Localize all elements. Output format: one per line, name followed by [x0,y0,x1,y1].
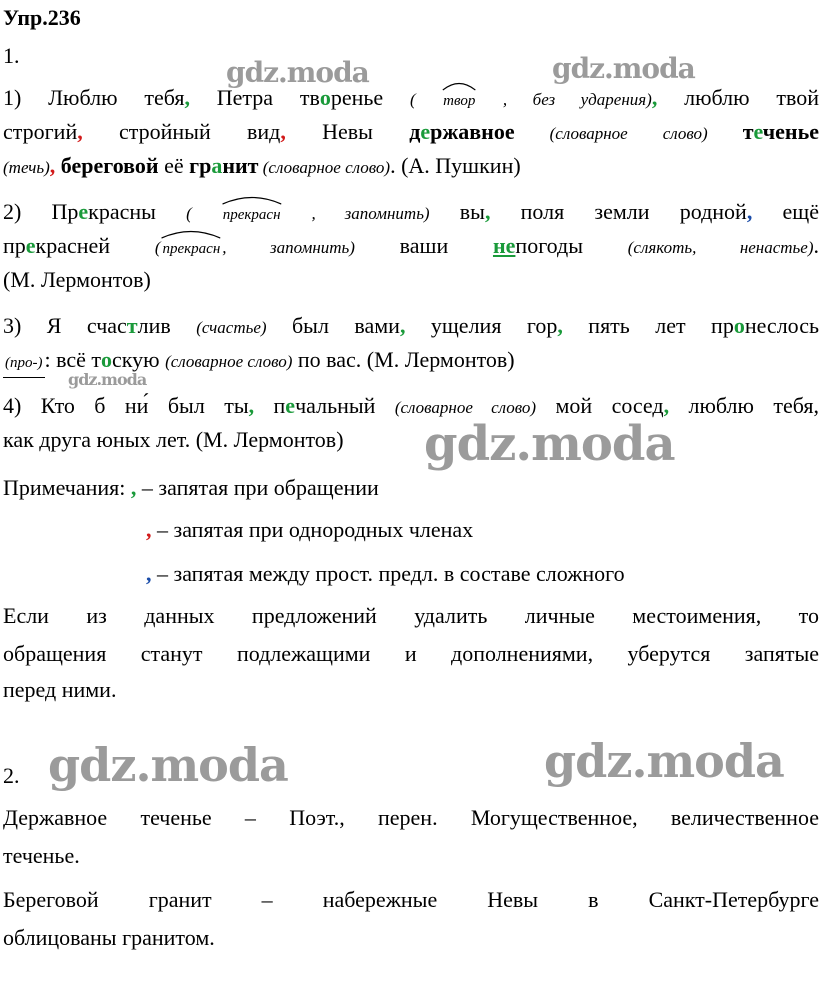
watermark: gdz.moda [226,56,369,89]
root-mark: твор [441,87,477,115]
comma-address: , [399,313,406,338]
notes-line3: , – запятая между прост. предл. в составе сложного [146,561,625,586]
s1-line3: (течь), береговой её гранит (словарное слово). (А. Пушкин) [3,153,521,178]
task2-p1-line1: Державное теченье – Поэт., перен. Могущественное, величественное [3,805,819,830]
sentence-number: 4) [3,393,22,418]
highlight-letter: е [420,119,431,144]
comma-complex: , [746,199,753,224]
comma-legend-blue: , [146,561,152,586]
s3-line2: (про-): всё тоскую (словарное слово) по вас. (М. Лермонтов) [3,346,819,378]
exercise-title: Упр.236 [3,5,81,30]
task1-number: 1. [3,43,20,68]
highlight-letter: а [211,153,223,178]
comma-legend-red: , [146,517,152,542]
highlight-letter: е [78,199,89,224]
highlight-letter: о [101,347,113,372]
watermark: gdz.moda [544,734,784,788]
watermark: gdz.moda [424,416,675,472]
highlight-letter: е [285,393,296,418]
watermark: gdz.moda [552,52,695,85]
sentence-number: 2) [3,199,22,224]
comma-homogeneous: , [49,153,56,178]
highlight-letter: е [753,119,763,144]
s2-line1: 2) Прекрасны ( прекрасн , запомнить) вы, поля земли родной, ещё [3,198,819,229]
notes-line2: , – запятая при однородных членах [146,517,474,542]
s4-line2: как друга юных лет. (М. Лермонтов) [3,427,344,452]
comma-homogeneous: , [280,119,286,144]
s4-line1: 4) Кто б ни́ был ты, печальный (словарное слово) мой сосед, люблю тебя, [3,393,820,418]
watermark: gdz.moda [68,370,147,389]
comma-homogeneous: , [77,119,83,144]
task2-number: 2. [3,763,20,788]
s2-line3: (М. Лермонтов) [3,267,151,292]
comma-legend-green: , [130,475,137,500]
conclusion-line1: Если из данных предложений удалить личные местоимения, то [3,603,819,628]
highlight-letter: о [319,85,331,110]
conclusion-line3: перед ними. [3,677,117,702]
comma-address: , [484,199,491,224]
prefix-mark: (про-) [3,349,45,378]
sentence-number: 1) [3,85,22,110]
s2-line2: прекрасней ( прекрасн , запомнить) ваши непогоды (слякоть, ненастье). [3,232,819,263]
root-mark: прекрасн [160,235,222,263]
s1-line2: строгий, стройный вид, Невы державное (словарное слово) теченье [3,119,819,144]
task2-p2-line2: облицованы гранитом. [3,925,215,950]
highlight-letter: о [733,313,745,338]
comma-address: , [248,393,255,418]
comma-address: , [651,85,658,110]
conclusion-line2: обращения станут подлежащими и дополнениями, уберутся запятые [3,641,819,666]
watermark: gdz.moda [48,738,288,792]
root-mark: прекрасн [221,201,283,229]
comma-address: , [663,393,670,418]
s1-line1: 1) Люблю тебя, Петра творенье ( твор , без ударения), люблю твой [3,84,819,115]
notes-line1: Примечания: , – запятая при обращении [3,475,379,500]
task2-p1-line2: теченье. [3,843,80,868]
s3-line1: 3) Я счастлив (счастье) был вами, ущелия гор, пять лет пронеслось [3,313,820,338]
highlight-letter: е [25,233,36,258]
highlight-letter: т [126,313,138,338]
comma-address: , [184,85,190,110]
comma-address: , [557,313,563,338]
highlight-prefix: не [492,233,516,258]
task2-p2-line1: Береговой гранит – набережные Невы в Санкт-Петербурге [3,887,819,912]
sentence-number: 3) [3,313,22,338]
notes-label: Примечания: [3,475,131,500]
